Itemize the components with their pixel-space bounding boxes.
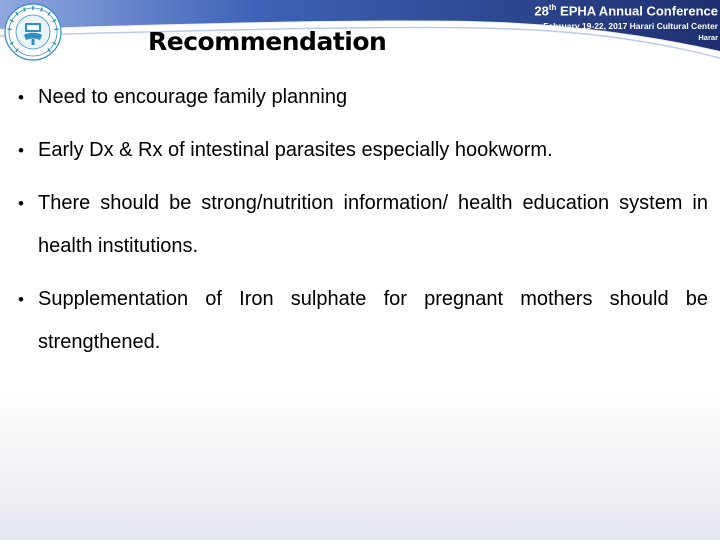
conference-name: EPHA Annual Conference <box>560 3 718 19</box>
edition-number: 28 <box>534 3 549 19</box>
bullet-item: • There should be strong/nutrition information/ health education system in health institutions. <box>18 182 708 268</box>
banner-text <box>438 0 718 43</box>
conference-title <box>438 0 718 19</box>
slide-title: Recommendation <box>148 27 387 56</box>
bullet-item: • Supplementation of Iron sulphate for pregnant mothers should be strengthened. <box>18 278 708 364</box>
bullet-item: • Early Dx & Rx of intestinal parasites especially hookworm. <box>18 129 708 172</box>
conference-dates-venue: February 19-22, 2017 Harari Cultural Center <box>543 21 718 32</box>
epha-seal-logo-icon <box>4 3 62 61</box>
conference-city: Harar <box>698 33 718 43</box>
edition-suffix: th <box>548 3 557 12</box>
bullet-list <box>18 76 708 374</box>
bullet-item: • Need to encourage family planning <box>18 76 708 119</box>
